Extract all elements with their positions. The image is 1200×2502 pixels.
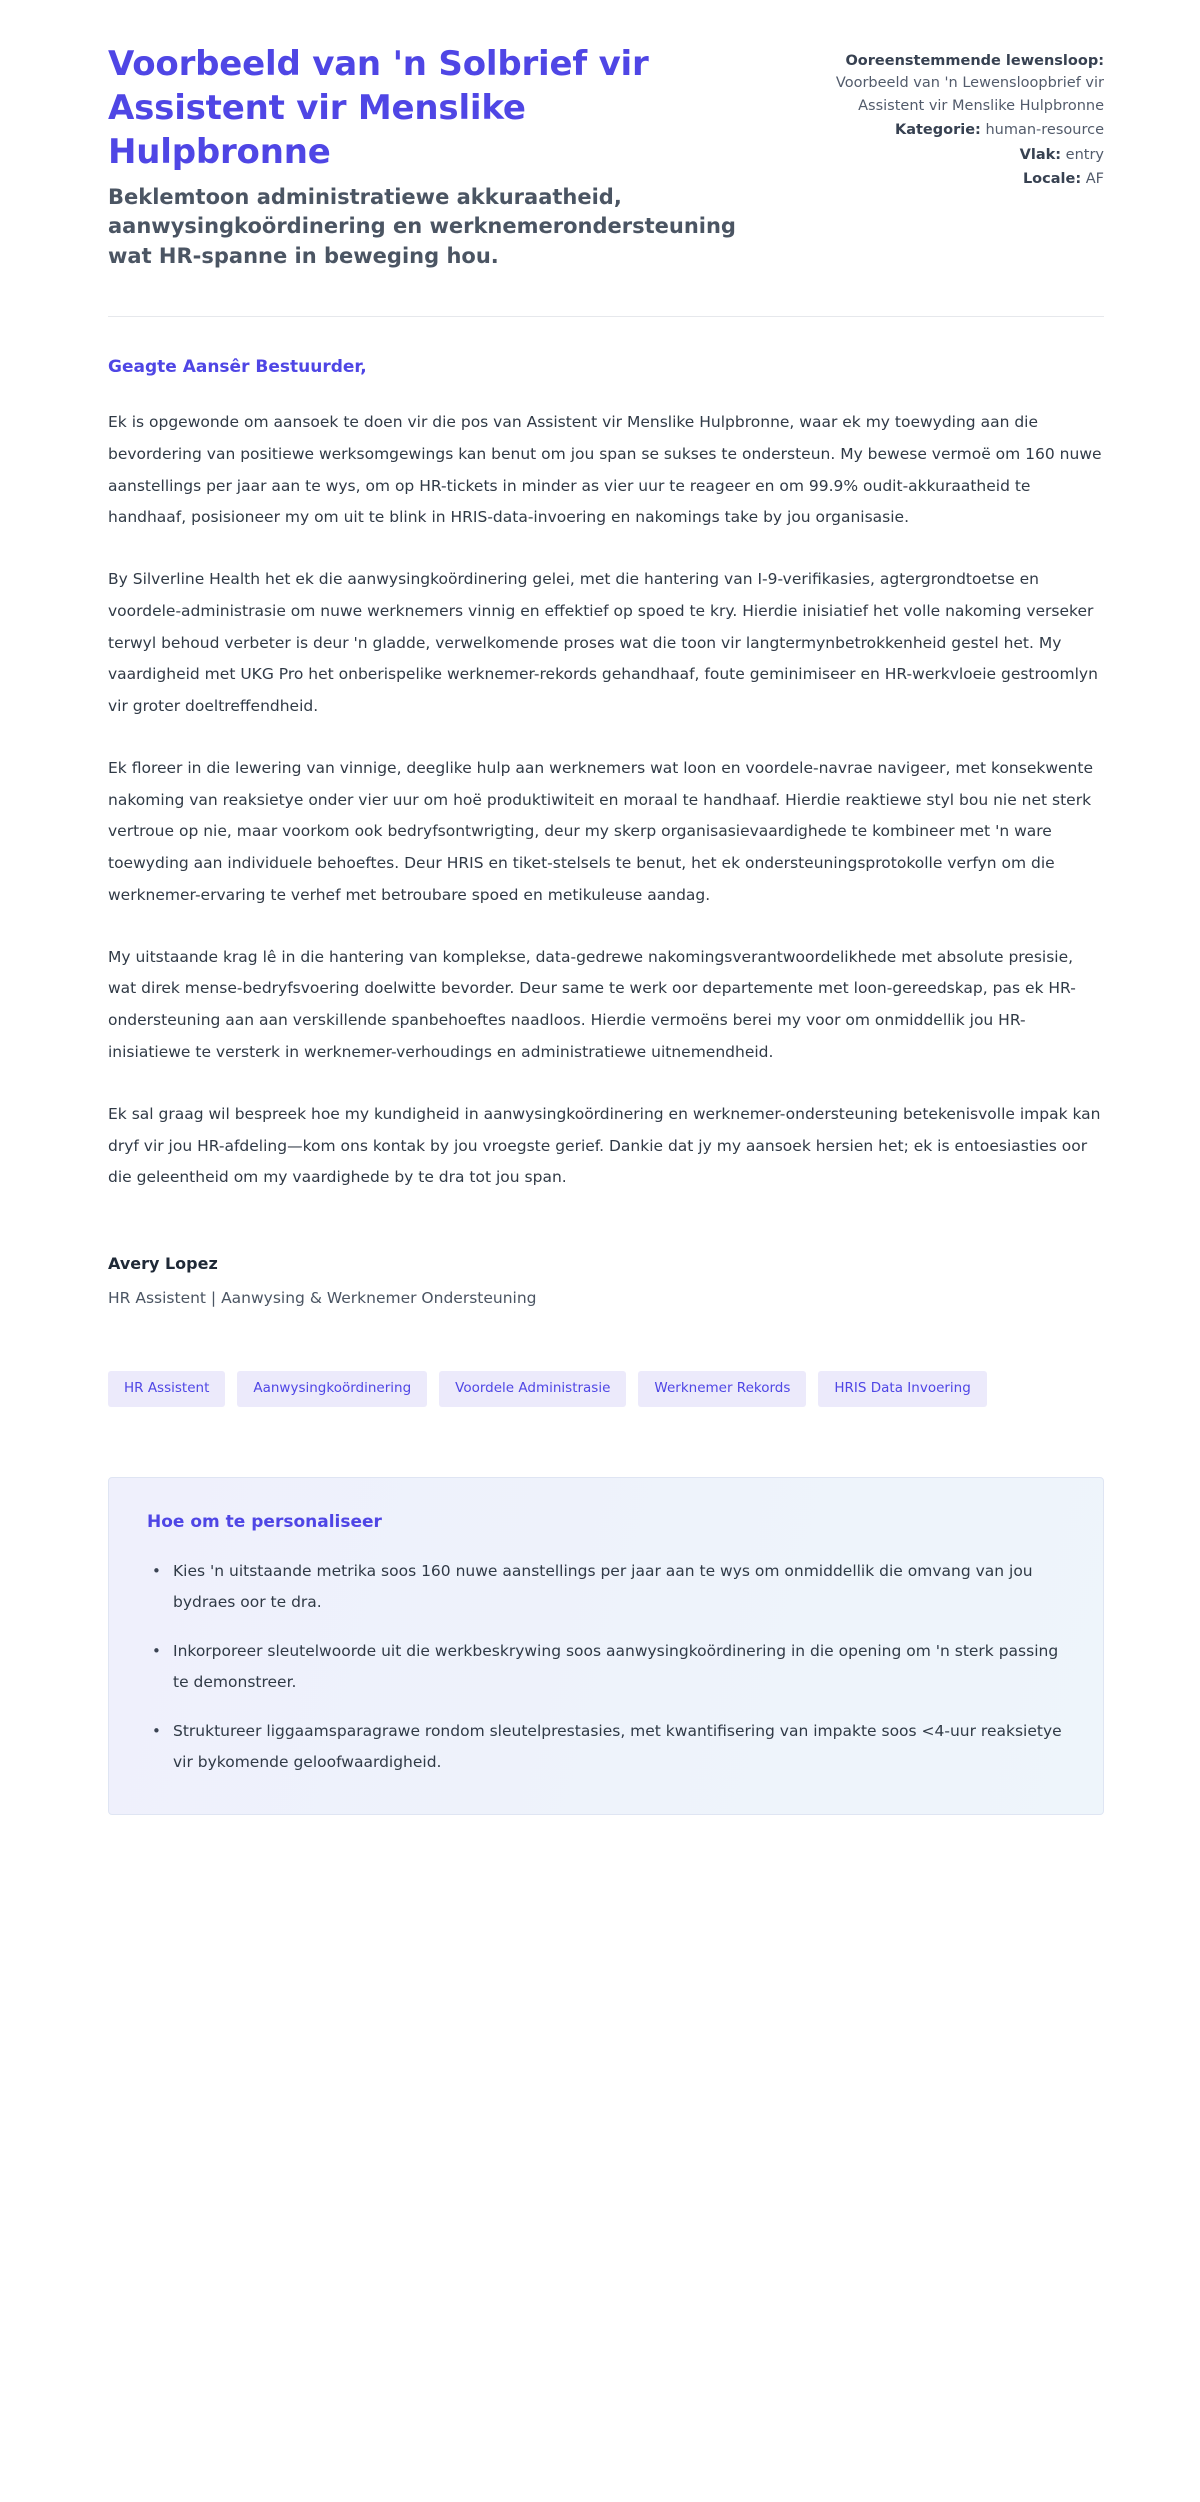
meta-locale-label: Locale: [1022,171,1082,188]
meta-matching-resume [774,50,1104,117]
callout-tip-item: • Struktureer liggaamsparagrawe rondom sleutelprestasies, met kwantifisering van impakte soos <4-uur reaksietye vir bykomende geloofwaardigheid. [147,1716,1065,1778]
tag-chip[interactable]: Aanwysingkoördinering [237,1371,427,1407]
letter-salutation: Geagte Aansêr Bestuurder, [108,357,367,377]
letter-paragraph: Ek sal graag wil bespreek hoe my kundigheid in aanwysingkoördinering en werknemer-ondersteuning betekenisvolle impak kan dryf vir jou HR-afdeling—kom ons kontak by jou vroegste gerief. Dankie dat jy my aansoek hersien het; ek is entoesiasties oor die geleentheid om my vaardighede by te dra tot jou span. [108,1104,1101,1187]
meta-locale-value: AF [1085,171,1104,188]
meta-matching-resume-value: Voorbeeld van 'n Lewensloopbrief vir Assistent vir Menslike Hulpbronne [835,75,1104,114]
signature-name: Avery Lopez [108,1254,218,1274]
letter-paragraph: By Silverline Health het ek die aanwysingkoördinering gelei, met die hantering van I-9-verifikasies, agtergrondtoetse en voordele-administrasie om nuwe werknemers vinnig en effektief op spoed te kry. Hierdie inisiatief het volle nakoming verseker terwyl behoud verbeter is deur 'n gladde, verwelkomende proses wat die toon vir langtermynbetrokkenheid gestel het. My vaardigheid met UKG Pro het onberispelike werknemer-rekords gehandhaaf, foute geminimiseer en HR-werkvloeie gestroomlyn vir groter doeltreffendheid. [108,570,1098,716]
personalization-callout [108,1477,1104,1815]
callout-tip-item: • Kies 'n uitstaande metrika soos 160 nuwe aanstellings per jaar aan te wys om onmiddellik die omvang van jou bydraes oor te dra. [147,1556,1065,1618]
letter-paragraph: Ek is opgewonde om aansoek te doen vir die pos van Assistent vir Menslike Hulpbronne, waar ek my toewyding aan die bevordering van positiewe werksomgewings kan benut om jou span se sukses te ondersteun. My bewese vermoë om 160 nuwe aanstellings per jaar aan te wys, om op HR-tickets in minder as vier uur te reageer en om 99.9% oudit-akkuraatheid te handhaaf, posisioneer my om uit te blink in HRIS-data-invoering en nakomings take by jou organisasie. [108,413,1102,527]
meta-category [774,119,1104,141]
letter-paragraph: My uitstaande krag lê in die hantering van komplekse, data-gedrewe nakomingsverantwoordelikhede met absolute presisie, wat direk mense-bedryfsvoering doelwitte bevorder. Deur same te werk oor departemente met loon-gereedskap, pas ek HR-ondersteuning aan aan verskillende spanbehoeftes naadloos. Hierdie vermoëns berei my voor om onmiddellik jou HR-inisiatiewe te versterk in werknemer-verhoudings en administratiewe uitnemendheid. [108,947,1076,1062]
meta-level-value: entry [1065,146,1104,163]
meta-locale [774,168,1104,190]
callout-title: Hoe om te personaliseer [147,1511,382,1532]
signature-block [108,1254,1104,1307]
page-title: Voorbeeld van 'n Solbrief vir Assistent vir Menslike Hulpbronne [108,44,649,173]
meta-level [774,144,1104,166]
meta-category-value: human-resource [985,122,1104,139]
meta-matching-resume-label: Ooreenstemmende lewensloop: [845,53,1104,69]
meta-level-label: Vlak: [1019,146,1062,163]
page-subtitle: Beklemtoon administratiewe akkuraatheid, aanwysingkoördinering en werknemerondersteuning wat HR-spanne in beweging hou. [108,184,736,269]
tag-chip[interactable]: Werknemer Rekords [638,1371,806,1407]
letter-body [108,317,1104,1307]
signature-role: HR Assistent | Aanwysing & Werknemer Ondersteuning [108,1289,537,1308]
header-title-block [108,42,744,272]
callout-tip-item: • Inkorporeer sleutelwoorde uit die werkbeskrywing soos aanwysingkoördinering in die opening om 'n sterk passing te demonstreer. [147,1636,1065,1698]
callout-tip-list [147,1556,1065,1778]
tag-chip[interactable]: HRIS Data Invoering [818,1371,986,1407]
meta-category-label: Kategorie: [894,122,981,139]
tag-list [108,1371,988,1407]
letter-paragraph: Ek floreer in die lewering van vinnige, deeglike hulp aan werknemers wat loon en voordele-navrae navigeer, met konsekwente nakoming van reaksietye onder vier uur om hoë produktiwiteit en moraal te handhaaf. Hierdie reaktiewe styl bou nie net sterk vertroue op nie, maar voorkom ook bedryfsontwrigting, deur my skerp organisasievaardighede te kombineer met 'n ware toewyding aan individuele behoeftes. Deur HRIS en tiket-stelsels te benut, het ek ondersteuningsprotokolle verfyn om die werknemer-ervaring te verhef met betroubare spoed en metikuleuse aandag. [108,758,1093,904]
tag-chip[interactable]: Voordele Administrasie [439,1371,626,1407]
tag-chip[interactable]: HR Assistent [108,1371,225,1407]
document-meta [774,42,1104,193]
document-header [108,42,1104,272]
